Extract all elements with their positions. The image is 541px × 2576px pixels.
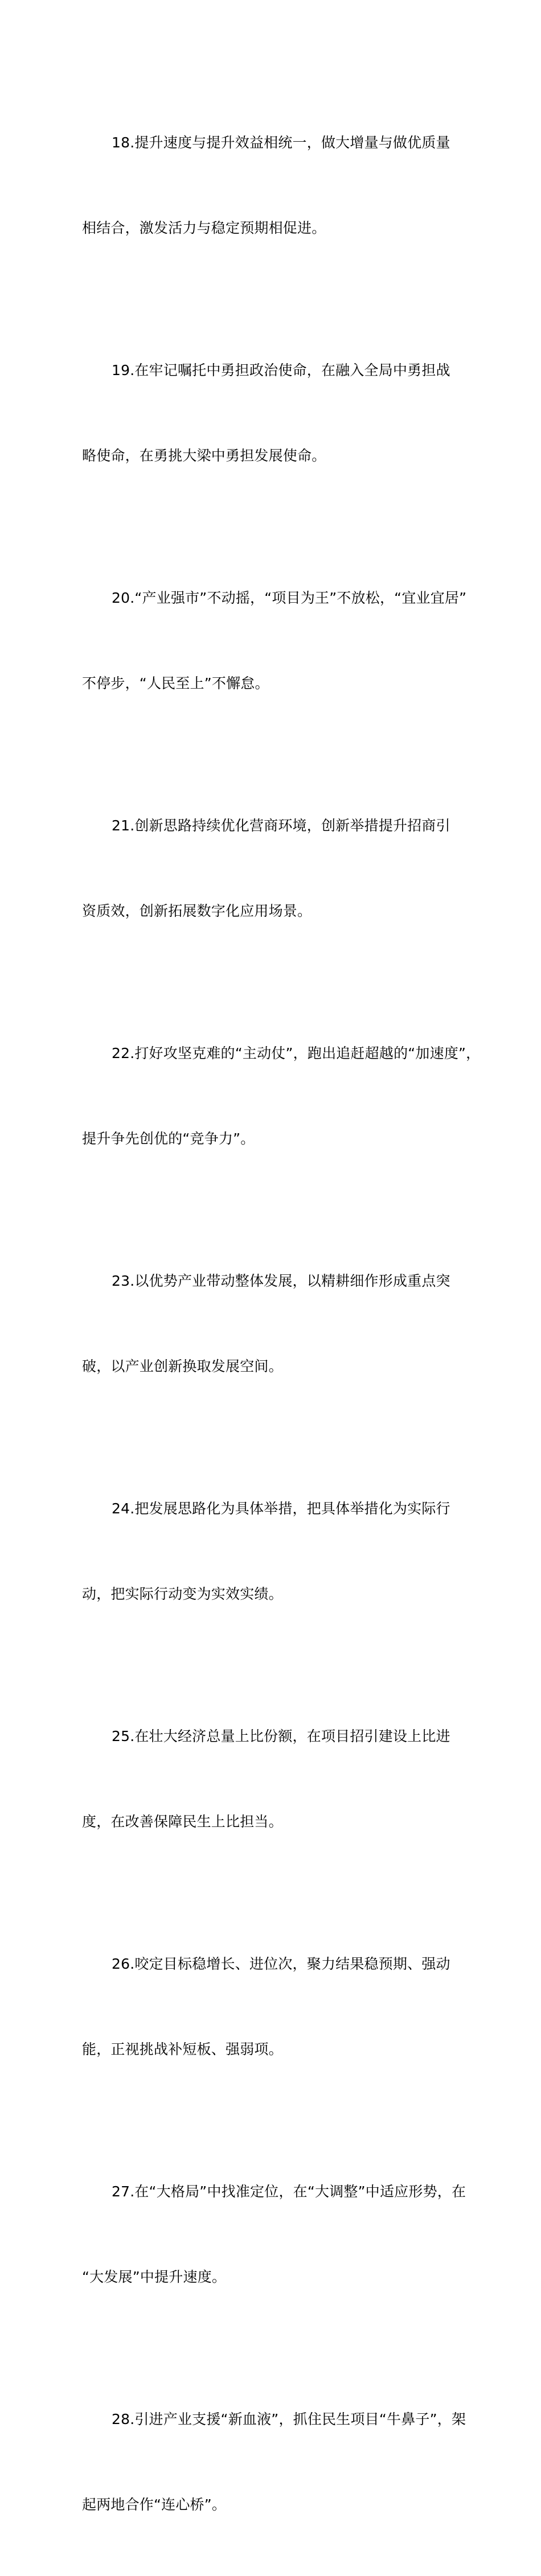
paragraph-line: 22.打好攻坚克难的“主动仗”，跑出追赶超越的“加速度”， <box>112 1045 481 1061</box>
paragraph-23 <box>82 1210 469 1438</box>
paragraph-line: 19.在牢记嘱托中勇担政治使命，在融入全局中勇担战 <box>112 362 450 378</box>
paragraph-19 <box>82 299 469 527</box>
paragraph-line: 25.在壮大经济总量上比份额，在项目招引建设上比进 <box>112 1728 450 1744</box>
paragraph-line: 相结合，激发活力与稳定预期相促进。 <box>82 220 326 236</box>
paragraph-line: 26.咬定目标稳增长、进位次，聚力结果稳预期、强动 <box>112 1956 450 1972</box>
paragraph-line: 动，把实际行动变为实效实绩。 <box>82 1586 283 1602</box>
paragraph-line: 能，正视挑战补短板、强弱项。 <box>82 2041 283 2057</box>
paragraph-line: 24.把发展思路化为具体举措，把具体举措化为实际行 <box>112 1500 450 1517</box>
paragraph-26 <box>82 1893 469 2121</box>
paragraph-line: 23.以优势产业带动整体发展，以精耕细作形成重点突 <box>112 1273 450 1289</box>
paragraph-line: 不停步，“人民至上”不懈怠。 <box>82 675 269 692</box>
paragraph-line: “大发展”中提升速度。 <box>82 2269 227 2285</box>
document-body <box>82 72 481 2576</box>
paragraph-line: 起两地合作“连心桥”。 <box>82 2496 227 2513</box>
paragraph-line: 21.创新思路持续优化营商环境，创新举措提升招商引 <box>112 817 450 834</box>
paragraph-22 <box>82 982 481 1210</box>
paragraph-25 <box>82 1665 469 1893</box>
paragraph-line: 提升争先创优的“竞争力”。 <box>82 1130 255 1147</box>
paragraph-28 <box>82 2348 469 2576</box>
paragraph-27 <box>82 2121 469 2348</box>
paragraph-21 <box>82 755 469 982</box>
paragraph-20 <box>82 527 469 755</box>
paragraph-18 <box>82 72 469 299</box>
paragraph-line: 度，在改善保障民生上比担当。 <box>82 1813 283 1830</box>
paragraph-line: 20.“产业强市”不动摇，“项目为王”不放松，“宜业宜居” <box>112 590 467 606</box>
paragraph-line: 18.提升速度与提升效益相统一，做大增量与做优质量 <box>112 134 450 151</box>
paragraph-line: 资质效，创新拓展数字化应用场景。 <box>82 903 312 919</box>
paragraph-line: 28.引进产业支援“新血液”，抓住民生项目“牛鼻子”，架 <box>112 2411 466 2427</box>
paragraph-line: 27.在“大格局”中找准定位，在“大调整”中适应形势，在 <box>112 2183 466 2200</box>
paragraph-line: 破，以产业创新换取发展空间。 <box>82 1358 283 1375</box>
paragraph-line: 略使命，在勇挑大梁中勇担发展使命。 <box>82 447 326 464</box>
paragraph-24 <box>82 1438 469 1665</box>
